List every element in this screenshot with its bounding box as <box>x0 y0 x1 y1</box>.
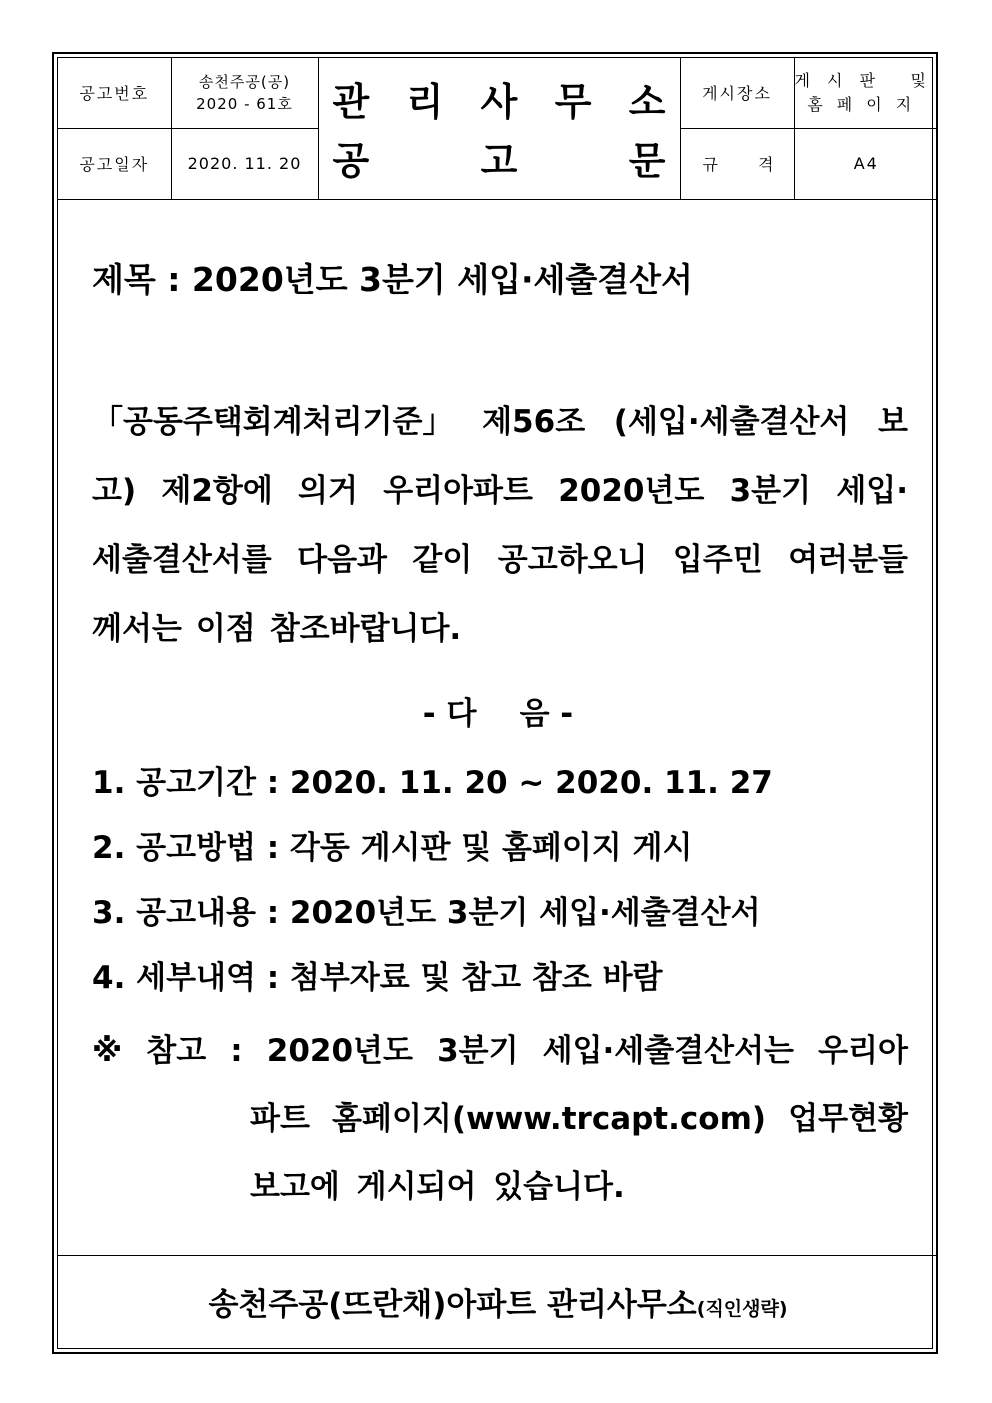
title-char: 문 <box>628 139 668 184</box>
title-char: 고 <box>480 139 520 184</box>
spec-value: A4 <box>794 128 938 199</box>
item-period: 1. 공고기간 : 2020. 11. 20 ~ 2020. 11. 27 <box>92 765 773 801</box>
paragraph-word: 보 <box>878 404 908 440</box>
title-char: 무 <box>554 80 594 125</box>
paragraph-word: 여러분들 <box>788 542 908 578</box>
paragraph-word: 의거 <box>298 473 358 509</box>
notice-body <box>58 199 938 1256</box>
posting-place-line2: 홈페이지 <box>807 94 926 114</box>
paragraph-word: 이점 <box>195 611 256 647</box>
paragraph-word: 같이 <box>412 542 473 578</box>
paragraph-word: 우리아파트 <box>383 473 533 509</box>
posting-place-word: 게 시 판 <box>794 70 882 90</box>
note-word: 홈페이지(www.trcapt.com) <box>332 1101 767 1137</box>
note-word: ※ <box>92 1033 123 1069</box>
paragraph-word: 「공동주택회계처리기준」 <box>92 404 454 440</box>
note-word: 세입·세출결산서는 <box>542 1033 794 1069</box>
notice-frame <box>52 52 938 1354</box>
note-word: 2020년도 <box>266 1033 413 1069</box>
paragraph-word: 제2항에 <box>161 473 273 509</box>
title-char: 소 <box>628 80 668 125</box>
title-char: 리 <box>406 80 446 125</box>
title-char: 관 <box>332 80 372 125</box>
spec-label <box>680 128 794 199</box>
paragraph-line <box>92 526 908 595</box>
notice-no-value <box>171 58 318 128</box>
paragraph-word: (세입·세출결산서 <box>613 404 850 440</box>
note-word: 파트 <box>250 1101 310 1137</box>
notice-paragraph <box>92 388 908 664</box>
note-word: 참고 <box>146 1033 207 1069</box>
paragraph-word: 3분기 <box>729 473 812 509</box>
next-heading: - 다 음 - <box>422 696 574 732</box>
notice-inner-frame <box>57 57 933 1349</box>
spec-label-char: 규 <box>702 155 720 174</box>
header-table <box>58 58 938 200</box>
paragraph-word: 제56조 <box>482 404 586 440</box>
posting-place-value <box>794 58 938 128</box>
item-details: 4. 세부내역 : 첨부자료 및 참고 참조 바람 <box>92 960 663 996</box>
notice-no-label: 공고번호 <box>58 58 171 128</box>
subject-line: 제목 : 2020년도 3분기 세입·세출결산서 <box>92 260 693 299</box>
paragraph-word: 다음과 <box>297 542 387 578</box>
paragraph-word: 고) <box>92 473 137 509</box>
title-char: 사 <box>480 80 520 125</box>
paragraph-line <box>92 457 908 526</box>
spec-label-char: 격 <box>758 155 776 174</box>
note-word: 업무현황 <box>788 1101 908 1137</box>
paragraph-line <box>92 388 908 457</box>
note-word: : <box>230 1033 243 1069</box>
note-word: 우리아 <box>818 1033 908 1069</box>
posting-place-line1 <box>795 69 939 93</box>
paragraph-word: 공고하오니 <box>497 542 648 578</box>
note-line-1 <box>92 1017 908 1085</box>
seal-omitted-note: (직인생략) <box>696 1298 788 1320</box>
document-title <box>318 58 680 199</box>
notice-no-line1: 송천주공(공) <box>198 72 291 91</box>
paragraph-word: 입주민 <box>672 542 763 578</box>
paragraph-word: 세출결산서를 <box>92 542 272 578</box>
title-char: 공 <box>332 139 372 184</box>
posting-place-word: 및 <box>910 70 932 90</box>
footer-office <box>58 1255 938 1355</box>
paragraph-word: 참조바랍니다. <box>269 611 462 647</box>
note-word: 3분기 <box>437 1033 519 1069</box>
title-line-2 <box>333 130 680 185</box>
item-method: 2. 공고방법 : 각동 게시판 및 홈페이지 게시 <box>92 830 693 866</box>
office-name: 송천주공(뜨란채)아파트 관리사무소 <box>208 1287 697 1323</box>
notice-date-value: 2020. 11. 20 <box>171 128 318 199</box>
notice-date-label: 공고일자 <box>58 128 171 199</box>
note-block <box>92 1017 908 1221</box>
paragraph-line <box>92 595 908 664</box>
note-line-3: 보고에 게시되어 있습니다. <box>250 1169 625 1205</box>
paragraph-word: 께서는 <box>92 611 182 647</box>
item-content: 3. 공고내용 : 2020년도 3분기 세입·세출결산서 <box>92 895 761 931</box>
posting-place-label: 게시장소 <box>680 58 794 128</box>
paragraph-word: 2020년도 <box>558 473 705 509</box>
note-line-2 <box>92 1085 908 1153</box>
notice-no-line2: 2020 - 61호 <box>196 94 293 113</box>
title-line-1 <box>333 71 680 126</box>
paragraph-word: 세입· <box>836 473 908 509</box>
